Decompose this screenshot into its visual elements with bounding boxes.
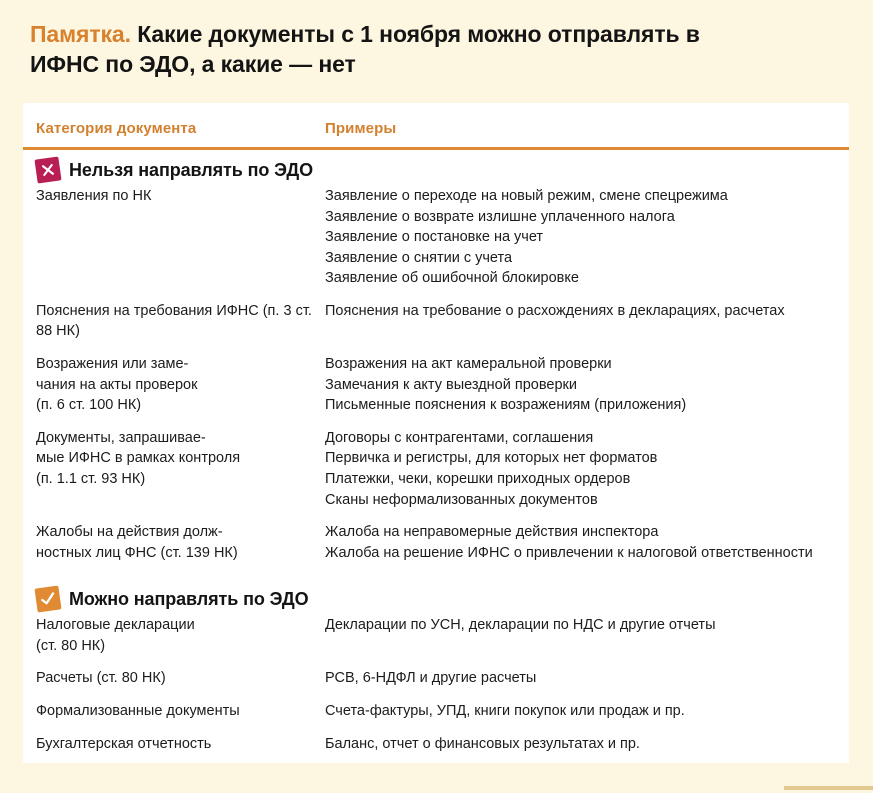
- cell-category: Заявления по НК: [36, 188, 152, 204]
- table-body: [23, 150, 849, 754]
- section-header-cross: [23, 150, 849, 184]
- examples-list: [325, 668, 839, 689]
- table-row: [23, 734, 849, 755]
- section-header-check: [23, 563, 849, 613]
- document-table-card: [23, 103, 849, 763]
- list-item: Заявление об ошибочной блокировке: [325, 270, 579, 287]
- column-header-examples: Примеры: [325, 120, 397, 137]
- cross-icon: [34, 156, 61, 183]
- list-item: РСВ, 6-НДФЛ и другие расчеты: [325, 670, 537, 687]
- cell-category: Формализованные документы: [36, 702, 240, 719]
- cell-category: Бухгалтерская отчетность: [36, 735, 212, 752]
- cell-category: Документы, запрашивае- мые ИФНС в рамках контроля (п. 1.1 ст. 93 НК): [36, 429, 241, 487]
- cell-examples: [325, 701, 849, 722]
- cell-examples: [325, 301, 849, 342]
- examples-list: [325, 522, 839, 563]
- page-title-rest: Какие документы с 1 ноября можно отправлять в ИФНС по ЭДО, а какие — нет: [30, 21, 700, 77]
- table-row: [23, 615, 849, 656]
- check-icon: [34, 586, 61, 613]
- cell-category: Возражения или заме- чания на акты проверок (п. 6 ст. 100 НК): [36, 356, 198, 414]
- cell-category: Пояснения на требования ИФНС (п. 3 ст. 88 НК): [36, 302, 312, 340]
- list-item: Декларации по УСН, декларации по НДС и другие отчеты: [325, 617, 716, 634]
- cell-examples: [325, 615, 849, 656]
- table-row: [23, 354, 849, 416]
- list-item: Замечания к акту выездной проверки: [325, 376, 577, 393]
- cell-examples: [325, 668, 849, 689]
- cell-examples: [325, 522, 849, 563]
- list-item: Первичка и регистры, для которых нет форматов: [325, 450, 658, 467]
- list-item: Жалоба на неправомерные действия инспектора: [325, 524, 659, 541]
- list-item: Баланс, отчет о финансовых результатах и пр.: [325, 735, 640, 752]
- table-row: [23, 522, 849, 563]
- list-item: Пояснения на требование о расхождениях в декларациях, расчетах: [325, 302, 785, 319]
- bottom-corner-strip: [784, 786, 873, 790]
- table-row: [23, 428, 849, 510]
- examples-list: [325, 615, 839, 636]
- cell-examples: [325, 354, 849, 416]
- list-item: Заявление о постановке на учет: [325, 229, 544, 246]
- list-item: Сканы неформализованных документов: [325, 491, 598, 508]
- examples-list: [325, 354, 839, 416]
- list-item: Заявление о возврате излишне уплаченного налога: [325, 208, 675, 225]
- list-item: Жалоба на решение ИФНС о привлечении к налоговой ответственности: [325, 544, 813, 561]
- list-item: Письменные пояснения к возражениям (приложения): [325, 397, 687, 414]
- examples-list: [325, 428, 839, 510]
- list-item: Счета-фактуры, УПД, книги покупок или продаж и пр.: [325, 702, 685, 719]
- table-row: [23, 301, 849, 342]
- page-title-lead: Памятка.: [30, 21, 131, 47]
- cell-category: Налоговые декларации (ст. 80 НК): [36, 617, 195, 654]
- examples-list: [325, 701, 839, 722]
- section-header-label: Нельзя направлять по ЭДО: [69, 159, 314, 180]
- cell-category: Расчеты (ст. 80 НК): [36, 670, 166, 687]
- cell-examples: [325, 186, 849, 289]
- examples-list: [325, 186, 839, 289]
- examples-list: [325, 301, 839, 322]
- list-item: Возражения на акт камеральной проверки: [325, 356, 612, 373]
- examples-list: [325, 734, 839, 755]
- page-title: [30, 20, 730, 80]
- list-item: Заявление о переходе на новый режим, смене спецрежима: [325, 188, 728, 204]
- list-item: Заявление о снятии с учета: [325, 249, 513, 266]
- table-row: [23, 668, 849, 689]
- cell-examples: [325, 428, 849, 510]
- list-item: Платежки, чеки, корешки приходных ордеров: [325, 470, 631, 487]
- column-header-category: Категория документа: [36, 120, 197, 137]
- cell-examples: [325, 734, 849, 755]
- table-row: [23, 701, 849, 722]
- list-item: Договоры с контрагентами, соглашения: [325, 429, 594, 446]
- table-row: [23, 186, 849, 289]
- section-header-label: Можно направлять по ЭДО: [69, 588, 309, 609]
- cell-category: Жалобы на действия долж- ностных лиц ФНС (ст. 139 НК): [36, 524, 238, 561]
